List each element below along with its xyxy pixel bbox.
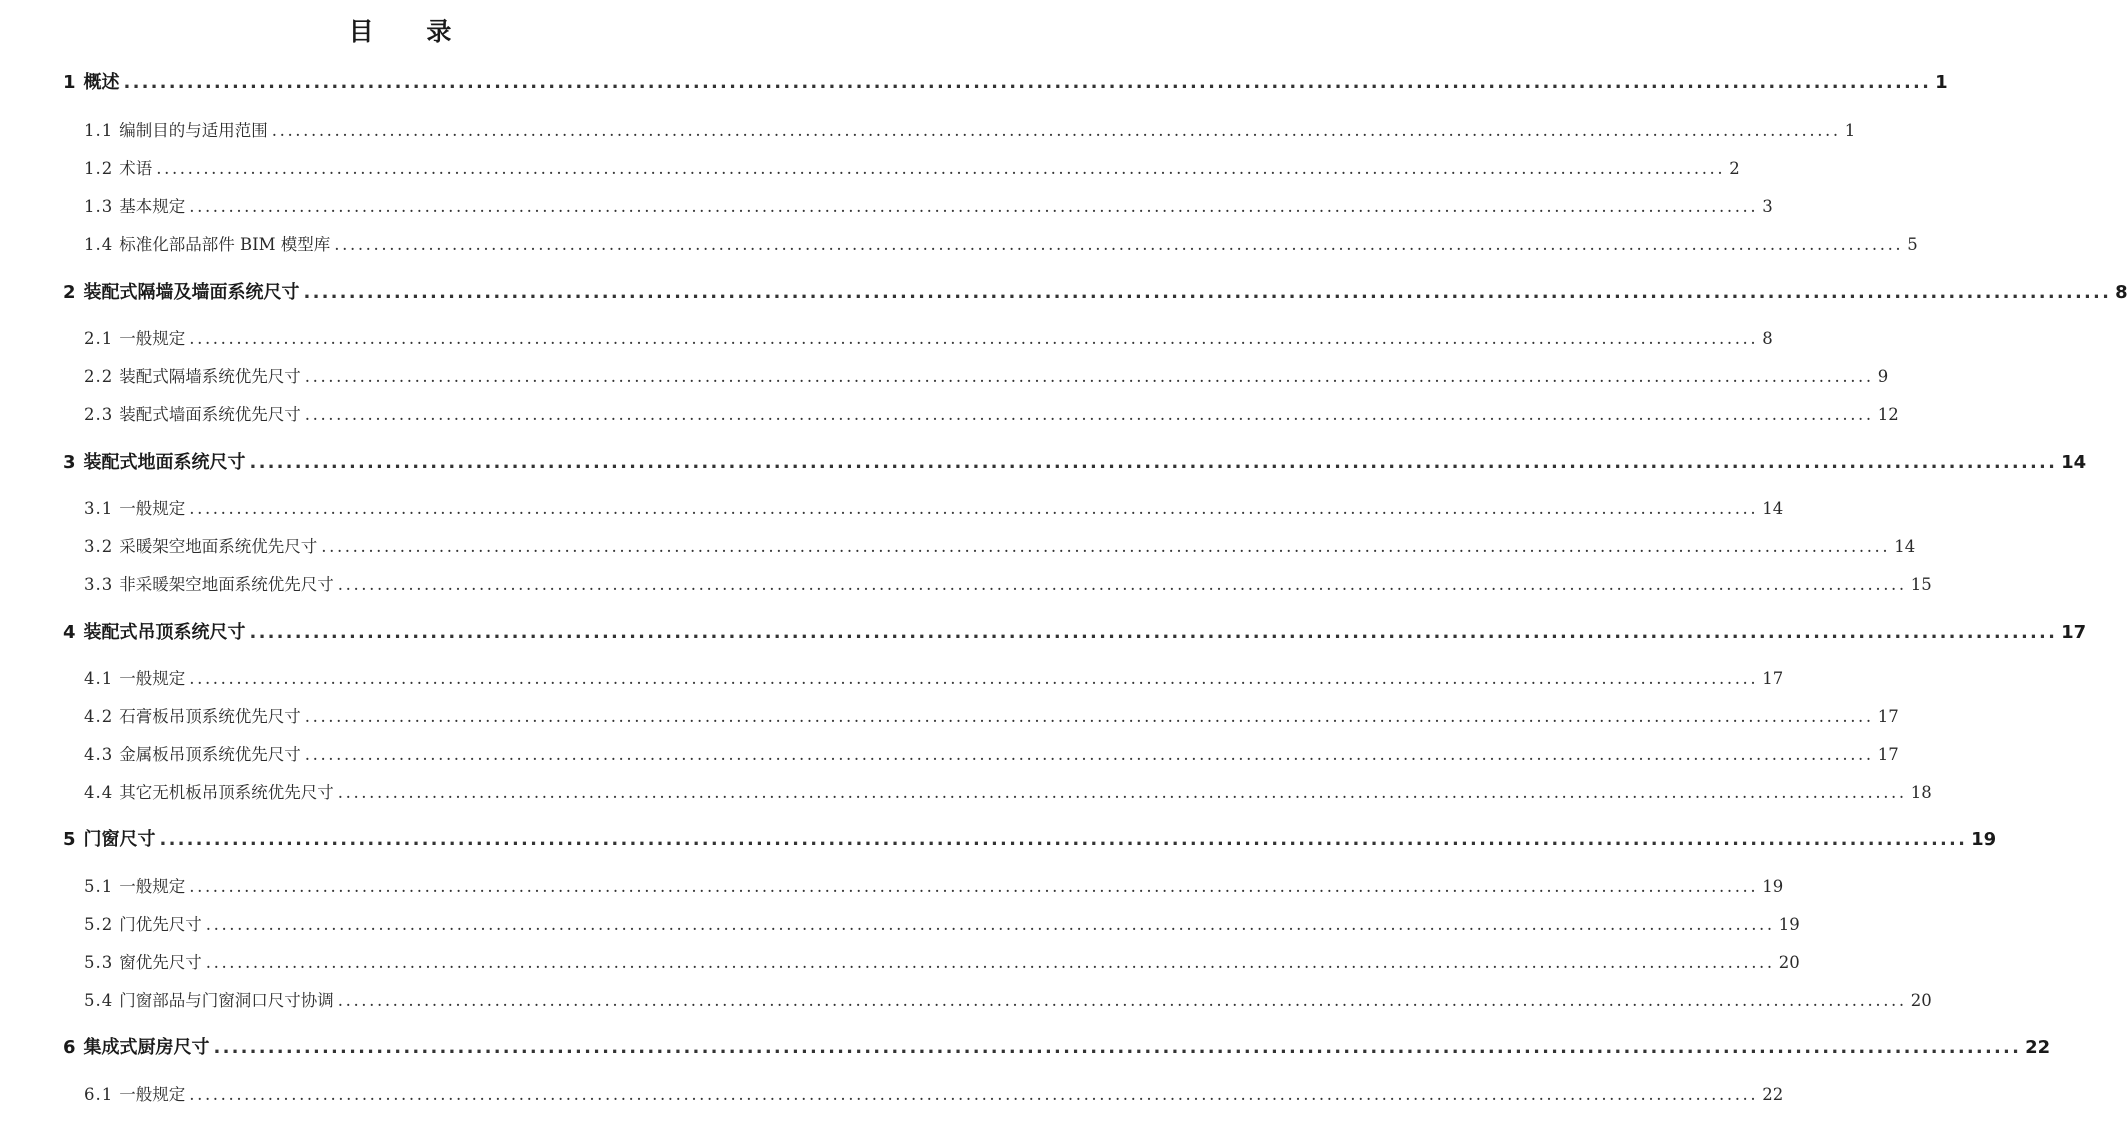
toc-number: 5.2 [84, 915, 114, 934]
toc-section-1-1[interactable] [84, 117, 1856, 145]
toc-section-6-1[interactable] [84, 1081, 1784, 1109]
toc-label: 概述 [83, 72, 120, 93]
toc-number: 4 [63, 622, 76, 643]
toc-leader-dots: ........................................................................................................................................................................................................ [337, 991, 1907, 1010]
toc-leader-dots: ........................................................................................................................................................................................................ [189, 669, 1759, 688]
toc-leader-dots: ........................................................................................................................................................................................................ [189, 877, 1759, 896]
toc-page-number: 15 [1910, 575, 1932, 594]
toc-label: 金属板吊顶系统优先尺寸 [119, 745, 301, 764]
toc-leader-dots: ........................................................................................................................................................................................................ [189, 197, 1759, 216]
toc-label: 一般规定 [119, 329, 186, 348]
toc-leader-dots: ........................................................................................................................................................................................................ [334, 235, 1904, 254]
toc-section-5-1[interactable] [84, 873, 1784, 901]
toc-section-5-2[interactable] [84, 911, 1800, 939]
toc-label: 装配式墙面系统优先尺寸 [119, 405, 301, 424]
toc-leader-dots: ........................................................................................................................................................................................................ [156, 159, 1726, 178]
toc-chapter-6[interactable] [63, 1034, 2051, 1062]
toc-label: 一般规定 [119, 877, 186, 896]
toc-section-1-3[interactable] [84, 193, 1773, 221]
toc-label: 门优先尺寸 [119, 915, 202, 934]
toc-page-number: 3 [1762, 197, 1773, 216]
toc-number: 1.1 [84, 121, 114, 140]
toc-number: 4.2 [84, 707, 114, 726]
toc-chapter-4[interactable] [63, 619, 2087, 647]
toc-label: 装配式隔墙及墙面系统尺寸 [83, 282, 300, 303]
toc-leader-dots: ........................................................................................................................................................................................................ [249, 622, 2058, 643]
toc-page-number: 17 [1877, 707, 1899, 726]
toc-leader-dots: ........................................................................................................................................................................................................ [123, 72, 1932, 93]
toc-number: 5.3 [84, 953, 114, 972]
toc-label: 集成式厨房尺寸 [83, 1037, 210, 1058]
toc-number: 2 [63, 282, 76, 303]
toc-section-3-2[interactable] [84, 533, 1916, 561]
toc-leader-dots: ........................................................................................................................................................................................................ [303, 282, 2112, 303]
toc-page-number: 19 [1762, 877, 1784, 896]
toc-section-3-3[interactable] [84, 571, 1932, 599]
toc-leader-dots: ........................................................................................................................................................................................................ [304, 405, 1874, 424]
toc-leader-dots: ........................................................................................................................................................................................................ [271, 121, 1841, 140]
toc-label: 石膏板吊顶系统优先尺寸 [119, 707, 301, 726]
toc-chapter-3[interactable] [63, 449, 2087, 477]
toc-page-number: 17 [2061, 622, 2087, 643]
toc-label: 其它无机板吊顶系统优先尺寸 [119, 783, 334, 802]
toc-label: 一般规定 [119, 499, 186, 518]
toc-number: 2.3 [84, 405, 114, 424]
toc-label: 采暖架空地面系统优先尺寸 [119, 537, 318, 556]
toc-page-number: 9 [1877, 367, 1889, 386]
toc-number: 3.3 [84, 575, 114, 594]
toc-number: 4.3 [84, 745, 114, 764]
toc-page-number: 14 [1894, 537, 1916, 556]
toc-page-number: 20 [1910, 991, 1932, 1010]
toc-leader-dots: ........................................................................................................................................................................................................ [189, 1085, 1759, 1104]
toc-section-3-1[interactable] [84, 495, 1784, 523]
toc-label: 窗优先尺寸 [119, 953, 202, 972]
toc-number: 3.2 [84, 537, 114, 556]
toc-leader-dots: ........................................................................................................................................................................................................ [304, 745, 1874, 764]
toc-section-1-4[interactable] [84, 231, 1918, 259]
toc-page-number: 22 [2025, 1037, 2051, 1058]
toc-leader-dots: ........................................................................................................................................................................................................ [205, 953, 1775, 972]
toc-chapter-2[interactable] [63, 279, 2128, 307]
toc-number: 5 [63, 829, 76, 850]
toc-label: 装配式吊顶系统尺寸 [83, 622, 246, 643]
toc-page-number: 8 [2115, 282, 2128, 303]
toc-page-number: 2 [1729, 159, 1740, 178]
toc-page-number: 19 [1971, 829, 1997, 850]
toc-number: 4.1 [84, 669, 114, 688]
toc-page-number: 14 [2061, 452, 2087, 473]
toc-page-number: 8 [1762, 329, 1773, 348]
toc-section-1-2[interactable] [84, 155, 1740, 183]
toc-section-4-1[interactable] [84, 665, 1784, 693]
toc-number: 1 [63, 72, 76, 93]
toc-section-4-3[interactable] [84, 741, 1899, 769]
toc-label: 门窗尺寸 [83, 829, 156, 850]
toc-section-4-2[interactable] [84, 703, 1899, 731]
toc-page-number: 17 [1762, 669, 1784, 688]
toc-leader-dots: ........................................................................................................................................................................................................ [337, 783, 1907, 802]
toc-leader-dots: ........................................................................................................................................................................................................ [205, 915, 1775, 934]
toc-chapter-1[interactable] [63, 69, 1948, 97]
page-title: 目 录 [348, 17, 474, 46]
toc-page-number: 5 [1907, 235, 1918, 254]
toc-leader-dots: ........................................................................................................................................................................................................ [304, 367, 1874, 386]
toc-number: 3.1 [84, 499, 114, 518]
toc-section-2-3[interactable] [84, 401, 1899, 429]
toc-number: 6.1 [84, 1085, 114, 1104]
toc-page-number: 22 [1762, 1085, 1784, 1104]
toc-number: 1.4 [84, 235, 114, 254]
toc-leader-dots: ........................................................................................................................................................................................................ [304, 707, 1874, 726]
toc-leader-dots: ........................................................................................................................................................................................................ [321, 537, 1891, 556]
toc-label: 装配式地面系统尺寸 [83, 452, 246, 473]
toc-leader-dots: ........................................................................................................................................................................................................ [189, 499, 1759, 518]
toc-number: 5.4 [84, 991, 114, 1010]
toc-label: 门窗部品与门窗洞口尺寸协调 [119, 991, 334, 1010]
toc-page-number: 18 [1910, 783, 1932, 802]
toc-label: 基本规定 [119, 197, 186, 216]
toc-label: 一般规定 [119, 669, 186, 688]
toc-section-2-1[interactable] [84, 325, 1773, 353]
toc-leader-dots: ........................................................................................................................................................................................................ [159, 829, 1968, 850]
toc-label: 非采暖架空地面系统优先尺寸 [119, 575, 334, 594]
toc-leader-dots: ........................................................................................................................................................................................................ [213, 1037, 2022, 1058]
toc-label: 一般规定 [119, 1085, 186, 1104]
toc-number: 6 [63, 1037, 76, 1058]
toc-page-number: 12 [1877, 405, 1899, 424]
toc-number: 4.4 [84, 783, 114, 802]
toc-page-number: 1 [1935, 72, 1948, 93]
toc-number: 1.3 [84, 197, 114, 216]
toc-label: 术语 [119, 159, 153, 178]
toc-page-number: 20 [1778, 953, 1800, 972]
toc-chapter-5[interactable] [63, 826, 1997, 854]
toc-section-4-4[interactable] [84, 779, 1932, 807]
toc-number: 2.2 [84, 367, 114, 386]
toc-leader-dots: ........................................................................................................................................................................................................ [337, 575, 1907, 594]
toc-section-5-3[interactable] [84, 949, 1800, 977]
toc-page-number: 19 [1778, 915, 1800, 934]
toc-leader-dots: ........................................................................................................................................................................................................ [189, 329, 1759, 348]
toc-leader-dots: ........................................................................................................................................................................................................ [249, 452, 2058, 473]
toc-label: 装配式隔墙系统优先尺寸 [119, 367, 301, 386]
toc-number: 5.1 [84, 877, 114, 896]
toc-page-number: 17 [1877, 745, 1899, 764]
toc-label: 编制目的与适用范围 [119, 121, 268, 140]
toc-number: 2.1 [84, 329, 114, 348]
toc-label: 标准化部品部件 BIM 模型库 [119, 235, 331, 254]
toc-section-5-4[interactable] [84, 987, 1932, 1015]
toc-page-number: 1 [1844, 121, 1856, 140]
toc-number: 1.2 [84, 159, 114, 178]
toc-section-2-2[interactable] [84, 363, 1889, 391]
toc-page-number: 14 [1762, 499, 1784, 518]
toc-number: 3 [63, 452, 76, 473]
